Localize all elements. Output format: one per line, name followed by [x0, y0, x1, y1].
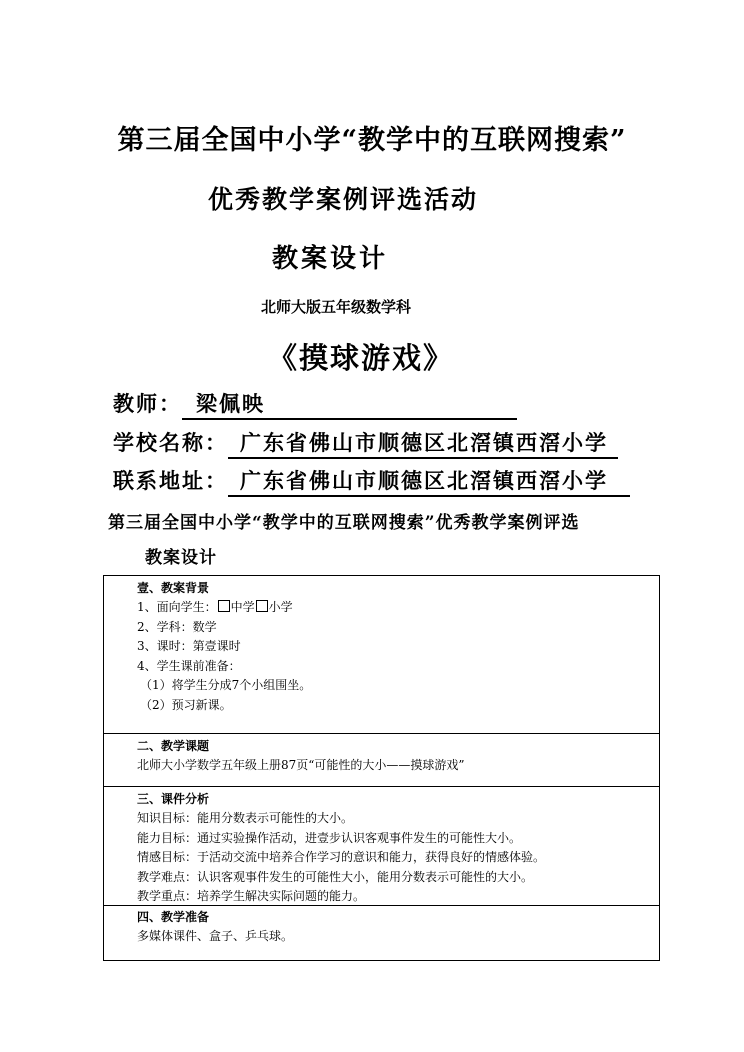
teaching-focus: 教学重点：培养学生解决实际问题的能力。	[137, 889, 366, 903]
subtitle-line-2: 教案设计	[145, 548, 217, 568]
title-line-3: 教案设计	[272, 244, 389, 274]
lesson-title: 《摸球游戏》	[268, 341, 455, 375]
teaching-difficulty: 教学难点：认识客观事件发生的可能性大小，能用分数表示可能性的大小。	[137, 870, 534, 884]
subject-line: 2、学科：数学	[137, 620, 217, 634]
checkbox-icon	[256, 600, 268, 612]
prep-line: 4、学生课前准备：	[137, 659, 241, 673]
address-label: 联系地址：	[113, 468, 228, 493]
checkbox-icon	[218, 600, 230, 612]
title-line-2: 优秀教学案例评选活动	[208, 185, 479, 214]
school-row	[113, 427, 618, 459]
section-divider	[104, 905, 659, 906]
prep-item-1: （1）将学生分成7个小组围坐。	[140, 678, 312, 692]
grade-subject: 北师大版五年级数学科	[261, 298, 412, 316]
lesson-plan-table	[103, 575, 660, 961]
school-value: 广东省佛山市顺德区北滘镇西滘小学	[240, 430, 608, 455]
subtitle-line-1: 第三届全国中小学“教学中的互联网搜索”优秀教学案例评选	[108, 513, 580, 533]
ability-goal: 能力目标：通过实验操作活动，进壹步认识客观事件发生的可能性大小。	[137, 831, 522, 845]
period-line: 3、课时：第壹课时	[137, 639, 241, 653]
prep-item-2: （2）预习新课。	[140, 698, 232, 712]
section-background-title: 壹、教案背景	[137, 581, 210, 595]
section-prep-title: 四、教学准备	[137, 910, 210, 924]
address-row	[113, 465, 630, 497]
knowledge-goal: 知识目标：能用分数表示可能性的大小。	[137, 811, 354, 825]
section-divider	[104, 733, 659, 734]
teacher-value: 梁佩映	[196, 391, 265, 416]
emotion-goal: 情感目标：于活动交流中培养合作学习的意识和能力，获得良好的情感体验。	[137, 850, 546, 864]
topic-text: 北师大小学数学五年级上册87页“可能性的大小——摸球游戏”	[137, 758, 465, 772]
school-value-field	[228, 427, 618, 459]
title-line-1: 第三届全国中小学“教学中的互联网搜索”	[117, 125, 627, 156]
section-analysis-title: 三、课件分析	[137, 792, 210, 806]
audience-line: 1、面向学生： 中学 小学	[137, 600, 293, 614]
teacher-row	[113, 388, 517, 420]
address-value: 广东省佛山市顺德区北滘镇西滘小学	[240, 468, 608, 493]
address-value-field	[228, 465, 630, 497]
school-label: 学校名称：	[113, 430, 228, 455]
teacher-value-field	[182, 388, 517, 420]
prep-materials: 多媒体课件、盒子、乒乓球。	[137, 929, 294, 943]
teacher-label: 教师：	[113, 391, 182, 416]
section-topic-title: 二、教学课题	[137, 739, 210, 753]
section-divider	[104, 786, 659, 787]
